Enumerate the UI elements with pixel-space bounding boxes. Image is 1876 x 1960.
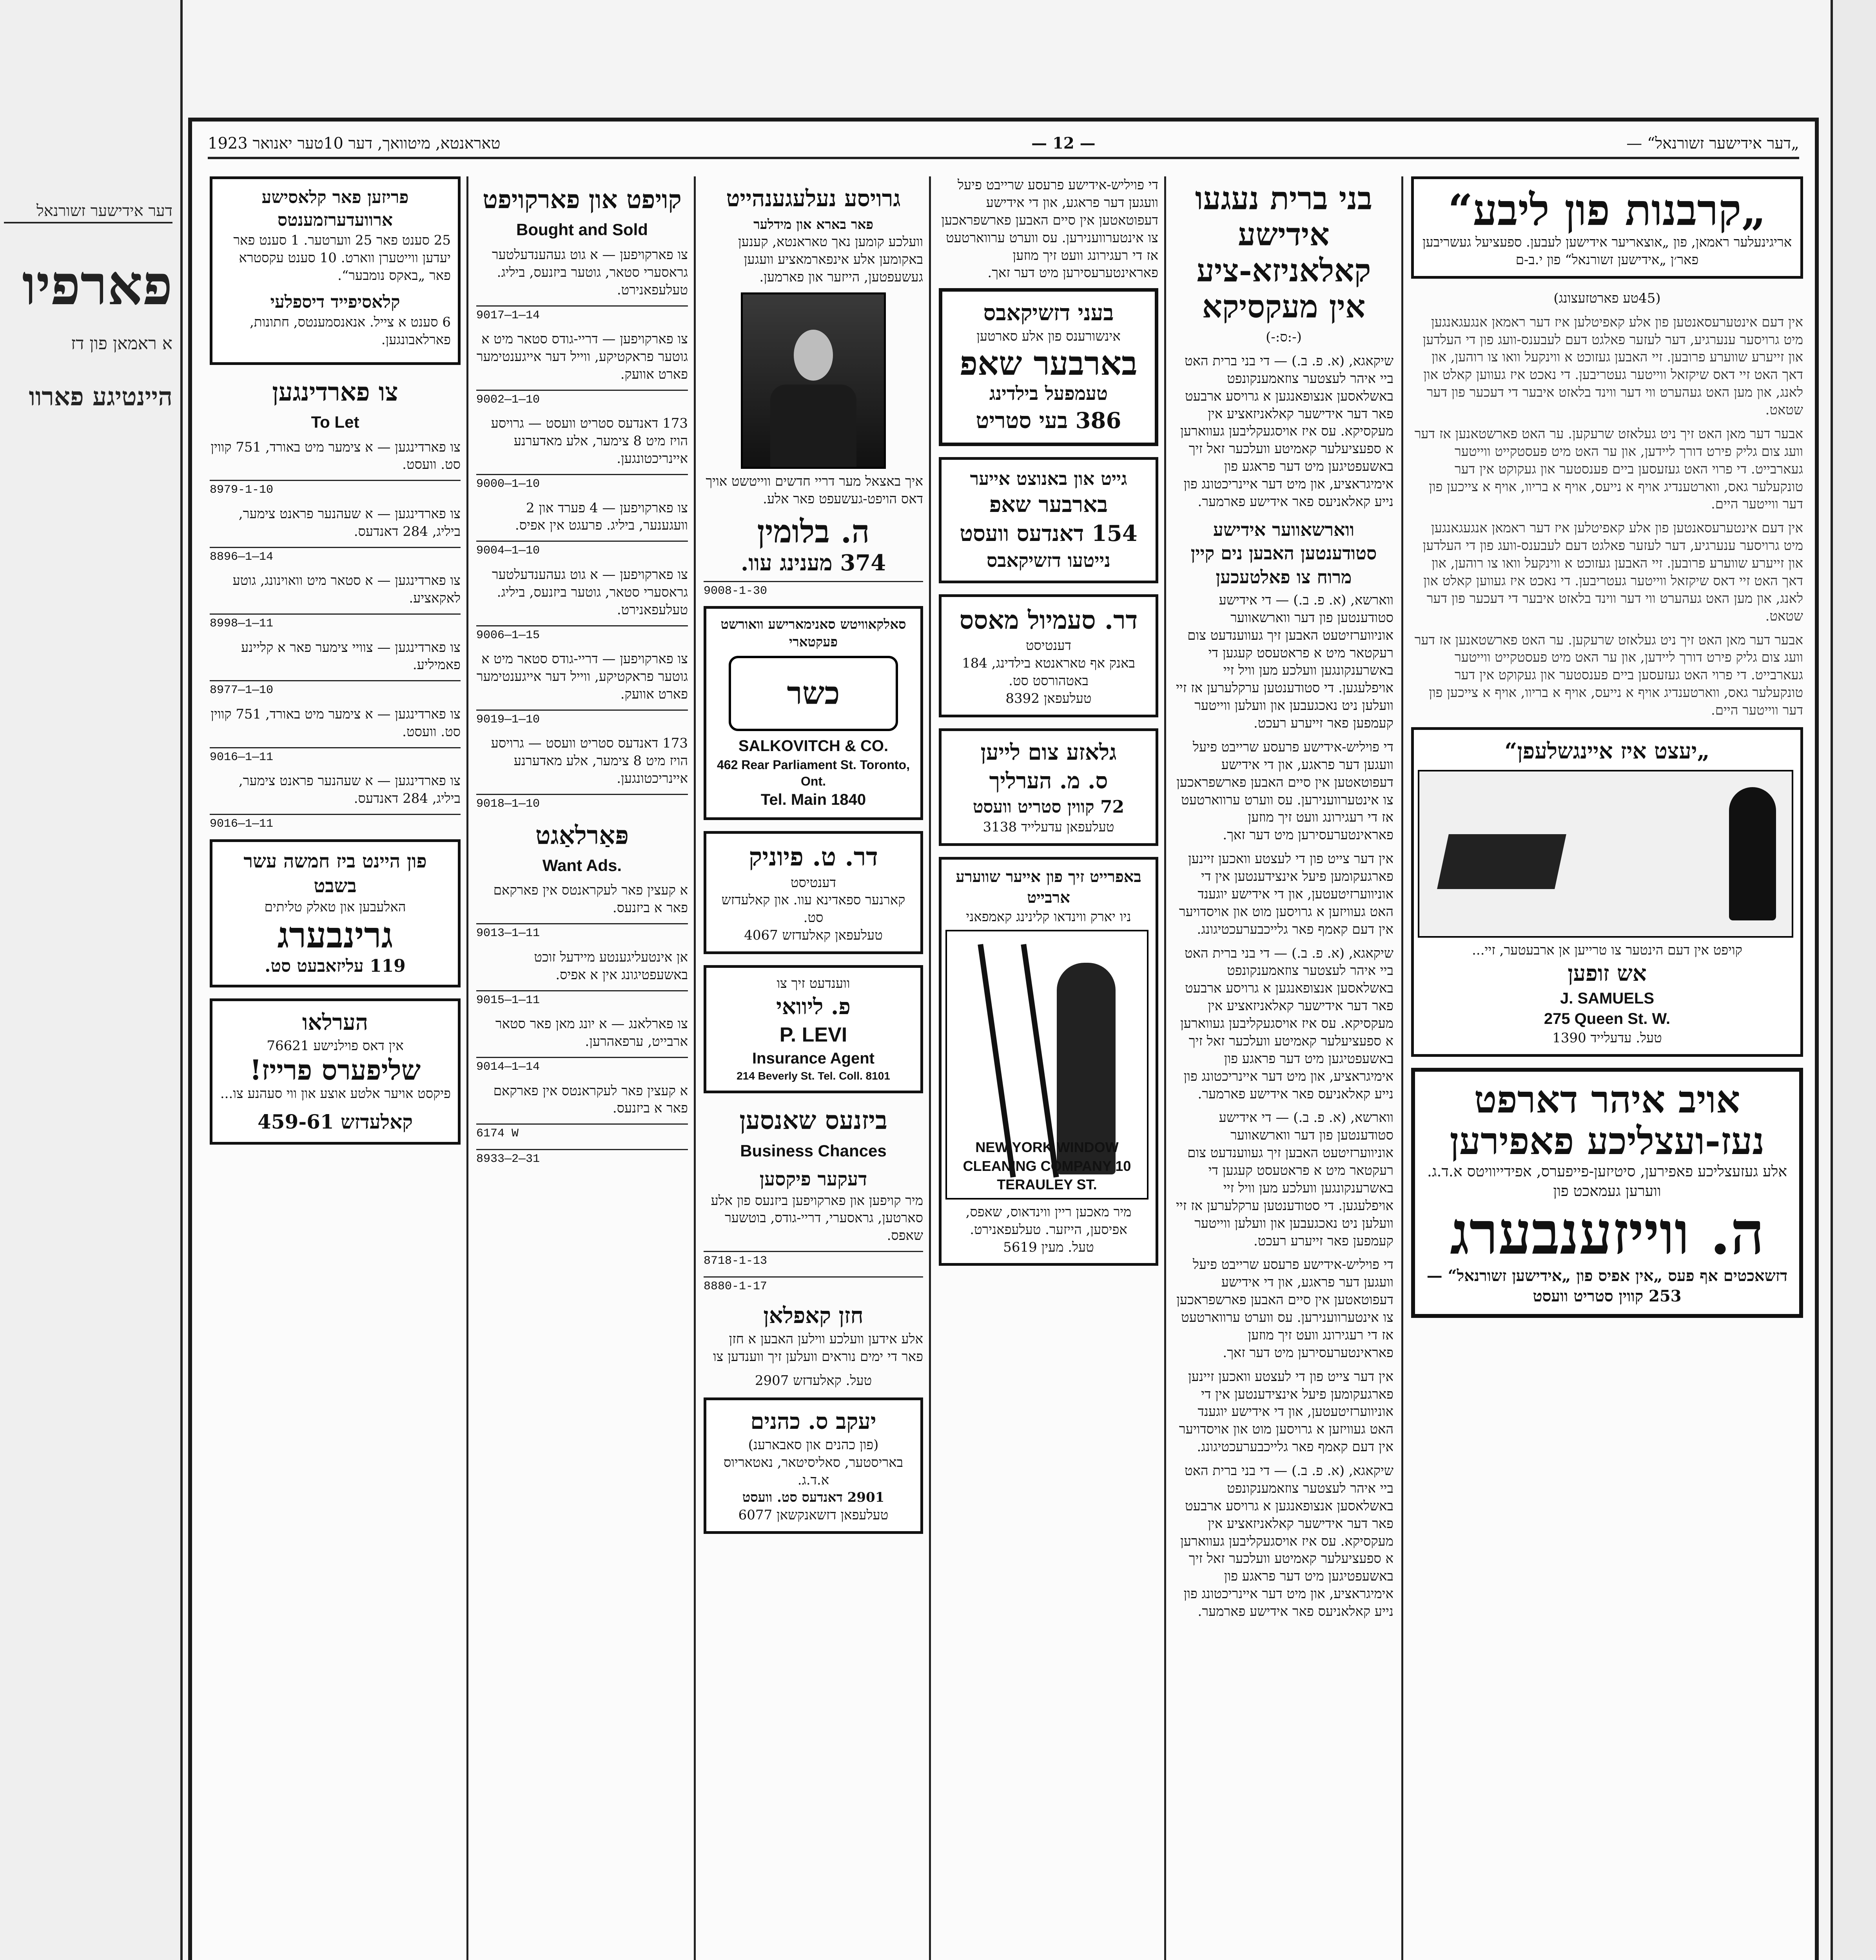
news-body-8: אין דער צייט פון די לעצטע וואכען זיינען פארגעקומען פיעל אינצידענטען אין די אוניווערזיטעטען, און די אידישע יוגענד האט געוויזען א גרויסען מוט און אויסדויער אין דעם קאמף פאר גלייכבערעכטיגונג. xyxy=(1179,1368,1393,1455)
levi-name: פ. ליוואי xyxy=(776,993,851,1020)
blumin-name: ה. בלומין xyxy=(757,513,870,550)
jacobs-ad-sub: אינשורענס פון אלע סארטען xyxy=(976,328,1121,345)
classified-item: צו פארקויפען — א גוט געהענדעלטער גראסערי סטאר, גוטער ביזנעס, ביליג. טעלעפאנירט. xyxy=(492,247,688,298)
running-head-date: טאראנטא, מיטוואך, דער 10טער יאנואר 1923 xyxy=(208,134,501,152)
to-let-ref: 8998—1—11 xyxy=(210,613,461,632)
dr-moss-title: דר. סעמיול מאסס xyxy=(959,605,1138,635)
blumin-ref: 9008-1-30 xyxy=(704,581,923,599)
business-ref-1: 8718-1-13 xyxy=(704,1251,923,1269)
kosher-seal: כשר xyxy=(729,656,898,731)
serial-title: „קרבנות פון ליבע“ xyxy=(1448,185,1766,235)
col3-text: די פויליש-אידישע פרעסע שרייבט פיעל וועגען דער פראגע, און די אידישע דעפוטאטען אין סיים האבען פארשפראכען צו אינטערווענירען. עס ווערט ערווארטעט אז די רעגירונג וועט זיך מוזען פאראינטערעסירען מיט דער זאך. xyxy=(941,177,1158,281)
business-ref-2: 8880-1-17 xyxy=(704,1276,923,1295)
blumin-address: 374 מענינג עוו. xyxy=(740,550,886,576)
kaplan-title: חזן קאפלאן xyxy=(763,1303,864,1329)
samuels-ad-name: אש זופען xyxy=(1568,960,1647,986)
column-6 xyxy=(210,176,461,1960)
barbershop2-name: בארבער שאפ xyxy=(989,492,1108,518)
classified-item: צו פארקויפען — א גוט געהענדעלטער גראסערי סטאר, גוטער ביזנעס, ביליג. טעלעפאנירט. xyxy=(492,566,688,618)
adjacent-subtitle: א ראמאן פון דז xyxy=(71,334,172,354)
window-cleaning-ad xyxy=(939,857,1158,1266)
news-headline: בני ברית נעגעו אידישע קאלאניזא-ציע אין מעקסיקא xyxy=(1195,180,1373,325)
classified-ref: 9000—1—10 xyxy=(476,474,688,492)
opportunity-headline: גרויסע נעלעגענהייט xyxy=(726,185,901,212)
want-ad-phone: 6174 W xyxy=(476,1123,688,1142)
opportunity-sub: פאר בארא און מידלער xyxy=(753,216,873,232)
column-5 xyxy=(476,176,688,1960)
jacobs-ad-title: בעני דזשיקאבס xyxy=(983,300,1114,326)
want-ad-ref: 9013—1—11 xyxy=(476,923,688,942)
classified-ref: 9002—1—10 xyxy=(476,390,688,408)
news-body-4: אין דער צייט פון די לעצטע וואכען זיינען פארגעקומען פיעל אינצידענטען אין די אוניווערזיטעטען, און די אידישע יוגענד האט געוויזען א גרויסען מוט און אויסדויער אין דעם קאמף פאר גלייכבערעכטיגונג. xyxy=(1179,851,1393,937)
classified-ref: 9019—1—10 xyxy=(476,710,688,728)
kaplan-phone: טעל. קאלעדזש 2907 xyxy=(755,1372,872,1388)
business-chances-head: ביזנעס שאנסען xyxy=(739,1106,887,1136)
column-rule xyxy=(466,176,468,1960)
to-let-item: צו פארדינגען — א שעהנער פראנט צימער, ביליג, 284 דאנדעס. xyxy=(238,773,461,807)
news-body-5: שיקאגא, (א. פ. ב.) — די בני ברית האט ביי איהר לעצטער צוזאמענקונפט באשלאסען אנצופאנגען א גרויסע ארבעט פאר דער אידישער קאלאניזאציע אין מעקסיקא. עס איז אויסגעקליבען געווארען א ספעציעלער קאמיטע וועלכער זאל זיך באשעפטיגען מיט דער פראגע פון אימיגראציע, און מיט דער איינריכטונג פון נייע קאלאניעס פאר אידישע פארמער. xyxy=(1180,945,1393,1102)
rates-body: 25 סענט פאר 25 ווערטער. 1 סענט פאר יעדען ווייטערן ווארט. 10 סענט עקסטרא פאר „באקס נומבער“. xyxy=(233,232,451,283)
jacobs-barbershop-ad xyxy=(939,288,1158,446)
slippers-foot: קאלעדזש 459-61 xyxy=(257,1110,413,1133)
bought-sold-head: קויפט און פארקויפט xyxy=(483,185,682,214)
greenberg-ad xyxy=(210,839,461,988)
slippers-name: שליפערס פרייז! xyxy=(249,1054,421,1087)
news-intro: (-:ס:-) xyxy=(1266,329,1302,345)
greenberg-sub: האלעבען און טאלק טליתים xyxy=(264,899,406,915)
adjacent-title: פארפיו xyxy=(22,253,172,318)
to-let-ref: 9016—1—11 xyxy=(210,814,461,832)
window-ad-title: באפרייט זיך פון אייער שווערע ארבייט xyxy=(956,867,1141,907)
column-rule xyxy=(1164,176,1166,1960)
to-let-item: צו פארדינגען — א סטאר מיט וואוינונג, גוטע לאקאציע. xyxy=(232,573,461,606)
jacobs-ad-number: 386 בעי סטריט xyxy=(976,407,1121,434)
samuels-ad-caption: קויפט אין דעם הינטער צו טרייען אן ארבעטער, זיי... xyxy=(1472,942,1742,958)
barbershop2-title: גייט און באנוצט אייער xyxy=(970,468,1127,489)
column-rule xyxy=(694,176,696,1960)
samuels-ad-latin: J. SAMUELS xyxy=(1560,989,1655,1007)
herlich-glasses-ad xyxy=(939,728,1158,846)
classified-ref: 9017—1—14 xyxy=(476,305,688,324)
want-ad-ref: 8933—2—31 xyxy=(476,1149,688,1167)
news-subheadline: ווארשאווער אידישע סטודענטען האבען נים קיין מרוח צו פאלטעכען xyxy=(1190,519,1377,588)
kohanim-ad xyxy=(704,1397,923,1534)
classified-item: צו פארקויפען — 4 פערד און 2 וועגענער, ביליג. פרעגט אין אפיס. xyxy=(515,500,688,534)
barbershop2-foot: נייטעו דזשיקאבס xyxy=(987,550,1110,572)
classified-ref: 9006—1—15 xyxy=(476,625,688,644)
business-chances-latin: Business Chances xyxy=(740,1141,887,1160)
want-ad-item: אן אינטעליגענטע מיידעל זוכט באשעפטיגונג אין א אפיס. xyxy=(534,949,688,983)
dr-pyonik-ad xyxy=(704,831,923,954)
window-ad-phone: טעל. מעין 5619 xyxy=(1003,1239,1094,1255)
greenberg-title: פון היינט ביז חמשה עשר בשבט xyxy=(243,850,427,897)
to-let-item: צו פארדינגען — צוויי צימער פאר א קליינע פאמיליע. xyxy=(241,639,461,673)
want-ads-head: פּאַרלאַגט xyxy=(535,820,629,850)
dr-moss-address: באנק אף טאראנטא בילדינג, 184 באטהורסט סט. xyxy=(962,655,1135,689)
slippers-line: אין דאס פוילנישע 76621 xyxy=(267,1038,404,1054)
kohanim-address: 2901 דאנדעס סט. וועסט xyxy=(742,1490,885,1506)
want-ad-item: צו פארלאנג — א יונג מאן פאר סטאר ארבייט, ערפאהרען. xyxy=(495,1016,688,1050)
bought-sold-latin: Bought and Sold xyxy=(516,220,648,239)
window-ad-name: ניו יארק ווינדאו קלינינג קאמפאני xyxy=(966,909,1131,925)
classified-item: צו פארקויפען — דריי-גודס סטאר מיט א גוטער פראקטיקע, ווייל דער אייגענטימער פארט אוועק. xyxy=(476,651,688,702)
pyonik-phone: טעלעפאן קאלעדזש 4067 xyxy=(744,927,883,944)
samuels-ad xyxy=(1411,727,1803,1057)
news-body-7: די פויליש-אידישע פרעסע שרייבט פיעל וועגען דער פראגע, און די אידישע דעפוטאטען אין סיים האבען פארשפראכען צו אינטערווענירען. עס ווערט ערווארטעט אז די רעגירונג וועט זיך מוזען פאראינטערעסירען מיט דער זאך. xyxy=(1176,1257,1393,1361)
classified-item: צו פארקויפען — דריי-גודס סטאר מיט א גוטער פראקטיקע, ווייל דער אייגענטימער פארט אוועק. xyxy=(476,331,688,382)
levi-title: ווענדעט זיך צו xyxy=(777,976,850,992)
violinist-portrait xyxy=(741,292,886,469)
dr-moss-sub: דענטיסט xyxy=(1026,638,1071,654)
jacobs-ad-name: בארבער שאפ xyxy=(960,344,1138,383)
window-ad-latin: NEW YORK WINDOW CLEANING COMPANY 10 TERAULEY ST. xyxy=(963,1139,1131,1193)
classified-item: 173 דאנדעס סטריט וועסט — גרויסע הויז מיט 8 צימער, אלע מאדערנע איינריכטונגען. xyxy=(491,735,688,787)
to-let-ref: 8979-1-10 xyxy=(210,480,461,498)
to-let-ref: 9016—1—11 xyxy=(210,747,461,766)
column-3 xyxy=(939,176,1158,1960)
serial-text-4: אבער דער מאן האט זיך ניט געלאזט שרעקען. ער האט פארשטאנען אז דער וועג צום גליק פירט דורך ליידען, און ער האט מיט פעסטקייט ווייטער געארבייט. די פרוי האט געזעסען ביים פענסטער און געקוקט אין דער טונקעלער גאס, ווארטענדיג אויף א נייעס, אויף א בריוו, אויף א צייכען פון דער ווייטער היים. xyxy=(1414,632,1803,718)
levi-insurance-ad xyxy=(704,965,923,1093)
to-let-item: צו פארדינגען — א צימער מיט באורד, 751 קווין סט. וועסט. xyxy=(210,439,461,473)
weinberg-ad-name: ה. ווייזענבערג xyxy=(1450,1198,1764,1268)
rates-display-head: קלאסיפייד דיספלעי xyxy=(270,292,400,312)
pyonik-title: דר. ט. פיוניק xyxy=(749,842,878,872)
column-rule xyxy=(1401,176,1403,1960)
to-let-latin: To Let xyxy=(311,413,359,432)
classified-item: 173 דאנדעס סטריט וועסט — גרויסע הויז מיט 8 צימער, אלע מאדערנע איינריכטונגען. xyxy=(491,416,688,467)
classified-ref: 9018—1—10 xyxy=(476,794,688,812)
barbershop-ad-2 xyxy=(939,457,1158,583)
herlich-title: גלאזע צום לייען xyxy=(980,739,1117,765)
column-1 xyxy=(1411,176,1803,1960)
kohanim-title: יעקב ס. כהנים xyxy=(750,1408,876,1434)
column-rule xyxy=(929,176,931,1960)
news-body-6: ווארשא, (א. פ. ב.) — די אידישע סטודענטען פון דער ווארשאווער אוניווערזיטעט האבען זיך געווענדעט צום רעקטאר מיט א פראטעסט קעגען די באשרענקונגען וועלכע מען וויל זיי אויפלעגען. די סטודענטען ערקלערען אז זיי וועלען ניט נאכגעבען און וועלען ווייטער קעמפען פאר זייערע רעכט. xyxy=(1176,1110,1393,1249)
kohanim-phone: טעלעפאן דזשאנקשאן 6077 xyxy=(738,1507,889,1523)
to-let-head: צו פארדינגען xyxy=(272,377,398,407)
weinberg-ad-sub: אלע געזעצליכע פאפירען, סיטיזען-פייפערס, אפידייוויטס א.ד.ג. ווערען געמאכט פון xyxy=(1427,1163,1787,1200)
salkovitch-phone: Tel. Main 1840 xyxy=(760,791,866,809)
page-number: — 12 — xyxy=(1031,134,1096,152)
rates-display-body: 6 סענט א צייל. אנאנסמענטס, חתונות, פארלאבונגען. xyxy=(250,314,451,348)
want-ad-ref: 9014—1—14 xyxy=(476,1057,688,1075)
herlich-address: 72 קווין סטריט וועסט xyxy=(972,797,1125,817)
pyonik-sub: דענטיסט xyxy=(791,875,836,891)
to-let-ref: 8896—1—14 xyxy=(210,547,461,565)
news-body-9: שיקאגא, (א. פ. ב.) — די בני ברית האט ביי איהר לעצטער צוזאמענקונפט באשלאסען אנצופאנגען א גרויסע ארבעט פאר דער אידישער קאלאניזאציע אין מעקסיקא. עס איז אויסגעקליבען געווארען א ספעציעלער קאמיטע וועלכער זאל זיך באשעפטיגען מיט דער פראגע פון אימיגראציע, און מיט דער איינריכטונג פון נייע קאלאניעס פאר אידישע פארמער. xyxy=(1180,1463,1393,1620)
kaplan-body: אלע אידען וועלכע ווילען האבען א חזן פאר די ימים נוראים וועלען זיך ווענדען צו xyxy=(713,1331,923,1365)
herlich-phone: טעלעפאן עדעלייד 3138 xyxy=(983,819,1114,835)
samuels-ad-address: 275 Queen St. W. xyxy=(1544,1010,1671,1028)
want-ad-item: א קעצין פאר לעקראנטס אין פארקאם פאר א ביזנעס. xyxy=(493,1083,688,1116)
business-chances-body: מיר קויפען און פארקויפען ביזנעס פון אלע סארטען, גראסערי, דריי-גודס, בוטשער שאפס. xyxy=(711,1192,923,1244)
serial-banner xyxy=(1411,176,1803,279)
business-chances-name: דעקער פיקסען xyxy=(759,1168,867,1191)
portrait-caption: איך באצאל מער דריי חדשים ווייטשט אויך דאס הויפט-געשעפט פאר אלע. xyxy=(706,474,923,507)
window-ad-text: מיר מאכען ריין ווינדאוס, שאפס, אפיסען, הייזער. טעלעפאנירט. xyxy=(965,1204,1132,1238)
serial-chapter: (45טע פארטזעצונג) xyxy=(1553,290,1661,306)
column-4 xyxy=(704,176,923,1960)
column-2 xyxy=(1174,176,1393,1960)
dr-moss-ad xyxy=(939,594,1158,717)
rates-title: פריזען פאר קלאסישע ארוועדערזמענטס xyxy=(261,187,409,230)
window-cleaner-illustration xyxy=(945,930,1148,1200)
want-ad-item: א קעצין פאר לעקראנטס אין פארקאם פאר א ביזנעס. xyxy=(493,882,688,916)
levi-role: Insurance Agent xyxy=(752,1050,874,1067)
news-body-1: שיקאגא, (א. פ. ב.) — די בני ברית האט ביי איהר לעצטער צוזאמענקונפט באשלאסען אנצופאנגען א גרויסע ארבעט פאר דער אידישער קאלאניזאציע אין מעקסיקא. עס איז אויסגעקליבען געווארען א ספעציעלער קאמיטע וועלכער זאל זיך באשעפטיגען מיט דער פראגע פון אימיגראציע, און מיט דער איינריכטונג פון נייע קאלאניעס פאר אידישע פארמער. xyxy=(1180,353,1393,510)
herlich-name: ס. מ. הערליך xyxy=(989,768,1108,794)
classified-ref: 9004—1—10 xyxy=(476,541,688,559)
slippers-title: הערלאו xyxy=(302,1009,368,1036)
salkovitch-latin: SALKOVITCH & CO. xyxy=(738,737,889,755)
barbershop2-address: 154 דאנדעס וועסט xyxy=(960,521,1138,547)
pyonik-address: קארנער ספאדינא עוו. און קאלעדזש סט. xyxy=(721,892,905,926)
to-let-item: צו פארדינגען — א צימער מיט באורד, 751 קווין סט. וועסט. xyxy=(210,706,461,740)
serial-text-2: אבער דער מאן האט זיך ניט געלאזט שרעקען. ער האט פארשטאנען אז דער וועג צום גליק פירט דורך ליידען, און ער האט מיט פעסטקייט ווייטער געארבייט. די פרוי האט געזעסען ביים פענסטער און געקוקט אין דער טונקעלער גאס, ווארטענדיג אויף א נייעס, אויף א בריוו, אויף א צייכען פון דער ווייטער היים. xyxy=(1414,426,1803,512)
levi-address: 214 Beverly St. Tel. Coll. 8101 xyxy=(737,1070,890,1082)
samuels-ad-title: „יעצט איז איינגשלעפן“ xyxy=(1504,738,1710,764)
slippers-ad xyxy=(210,998,461,1145)
salkovitch-ad xyxy=(704,606,923,820)
right-margin xyxy=(1831,0,1876,1960)
slippers-body: פיקסט אויער אלטע אוצע און ווי סעהנע צו... xyxy=(220,1086,451,1102)
weinberg-ad xyxy=(1411,1068,1803,1318)
adjacent-page-fragment xyxy=(0,0,183,1960)
opportunity-body: וועלכע קומען נאך טאראנטא, קענען באקומען אלע אינפארמאציע וועגען געשעפטען, הייזער און פארמען. xyxy=(738,234,923,285)
news-body-3: די פויליש-אידישע פרעסע שרייבט פיעל וועגען דער פראגע, און די אידישע דעפוטאטען אין סיים האבען פארשפראכען צו אינטערווענירען. עס ווערט ערווארטעט אז די רעגירונג וועט זיך מוזען פאראינטערעסירען מיט דער זאך. xyxy=(1176,739,1393,843)
serial-text-1: אין דעם אינטערעסאנטען פון אלע קאפיטלען איז דער ראמאן אנגעגאנגען מיט גרויסער ענערגיע, דער לעזער פאלגט דעם לעבענס-וועג פון די העלדען און זייערע שווערע פרובען. זיי האבען געזוכט א ווינקעל וואו צו רוהען, און דאך האט זיי דאס שיקזאל ווייטער געטריבען. די נאכט איז געווען קאלט און לאנג, און מען האט געהערט ווי דער ווינד בלאזט איבער די דעכער פון דער שטאט. xyxy=(1422,314,1803,418)
serial-subtitle: אריגינעלער ראמאן, פון „אוצאריער אידישען לעבען. ספעציעל געשריבען פאר׳ן „אידישען זשורנאל“ פון י.ב-ם xyxy=(1422,234,1792,268)
classified-rates-box xyxy=(210,176,461,365)
adjacent-running-head: דער אידישער זשורנאל xyxy=(4,200,172,223)
salkovitch-title: סאלקאוויטש סאנימארישע וואורשט פעקטארי xyxy=(720,617,906,650)
weinberg-ad-foot: דזשאכטים אף פעס „אין אפיס פון „אידישען זשורנאל“ — 253 קווין סטריט וועסט xyxy=(1426,1266,1788,1306)
greenberg-name: גרינבערג xyxy=(277,915,393,956)
running-head-title: „דער אידישער זשורנאל“ — xyxy=(1626,134,1799,152)
kohanim-sub: (פון כהנים און סאבארענ) xyxy=(748,1437,879,1453)
samuels-ad-phone: טעל. עדעלייד 1390 xyxy=(1552,1030,1662,1046)
dr-moss-phone: טעלעפאן 8392 xyxy=(1005,690,1092,706)
adjacent-heading: היינטיגע פארוו xyxy=(29,382,172,412)
news-body-2: ווארשא, (א. פ. ב.) — די אידישע סטודענטען פון דער ווארשאווער אוניווערזיטעט האבען זיך געווענדעט צום רעקטאר מיט א פראטעסט קעגען די באשרענקונגען וועלכע מען וויל זיי אויפלעגען. די סטודענטען ערקלערען אז זיי וועלען ניט נאכגעבען און וועלען ווייטער קעמפען פאר זייערע רעכט. xyxy=(1176,592,1393,731)
jacobs-ad-address: טעמפעל בילדינג xyxy=(989,383,1108,405)
want-ads-latin: Want Ads. xyxy=(542,856,622,875)
salkovitch-address: 462 Rear Parliament St. Toronto, Ont. xyxy=(717,757,910,789)
newspaper-page xyxy=(188,118,1819,1960)
workman-illustration xyxy=(1418,770,1793,938)
to-let-item: צו פארדינגען — א שעהנער פראנט צימער, ביליג, 284 דאנדעס. xyxy=(238,506,461,539)
serial-text-3: אין דעם אינטערעסאנטען פון אלע קאפיטלען איז דער ראמאן אנגעגאנגען מיט גרויסער ענערגיע, דער לעזער פאלגט דעם לעבענס-וועג פון די העלדען און זייערע שווערע פרובען. זיי האבען געזוכט א ווינקעל וואו צו רוהען, און דאך האט זיי דאס שיקזאל ווייטער געטריבען. די נאכט איז געווען קאלט און לאנג, און מען האט געהערט ווי דער ווינד בלאזט איבער די דעכער פון דער שטאט. xyxy=(1422,520,1803,624)
running-head xyxy=(208,129,1799,159)
greenberg-address: 119 עליזאבעט סט. xyxy=(265,956,406,976)
want-ad-ref: 9015—1—11 xyxy=(476,990,688,1009)
levi-latin: P. LEVI xyxy=(779,1023,847,1046)
weinberg-ad-title: אויב איהר דארפט נעז-ועצליכע פאפירען xyxy=(1450,1077,1765,1163)
kohanim-body: באריסטער, סאליסיטאר, נאטאריוס א.ד.ג. xyxy=(724,1454,903,1488)
to-let-ref: 8977—1—10 xyxy=(210,680,461,699)
